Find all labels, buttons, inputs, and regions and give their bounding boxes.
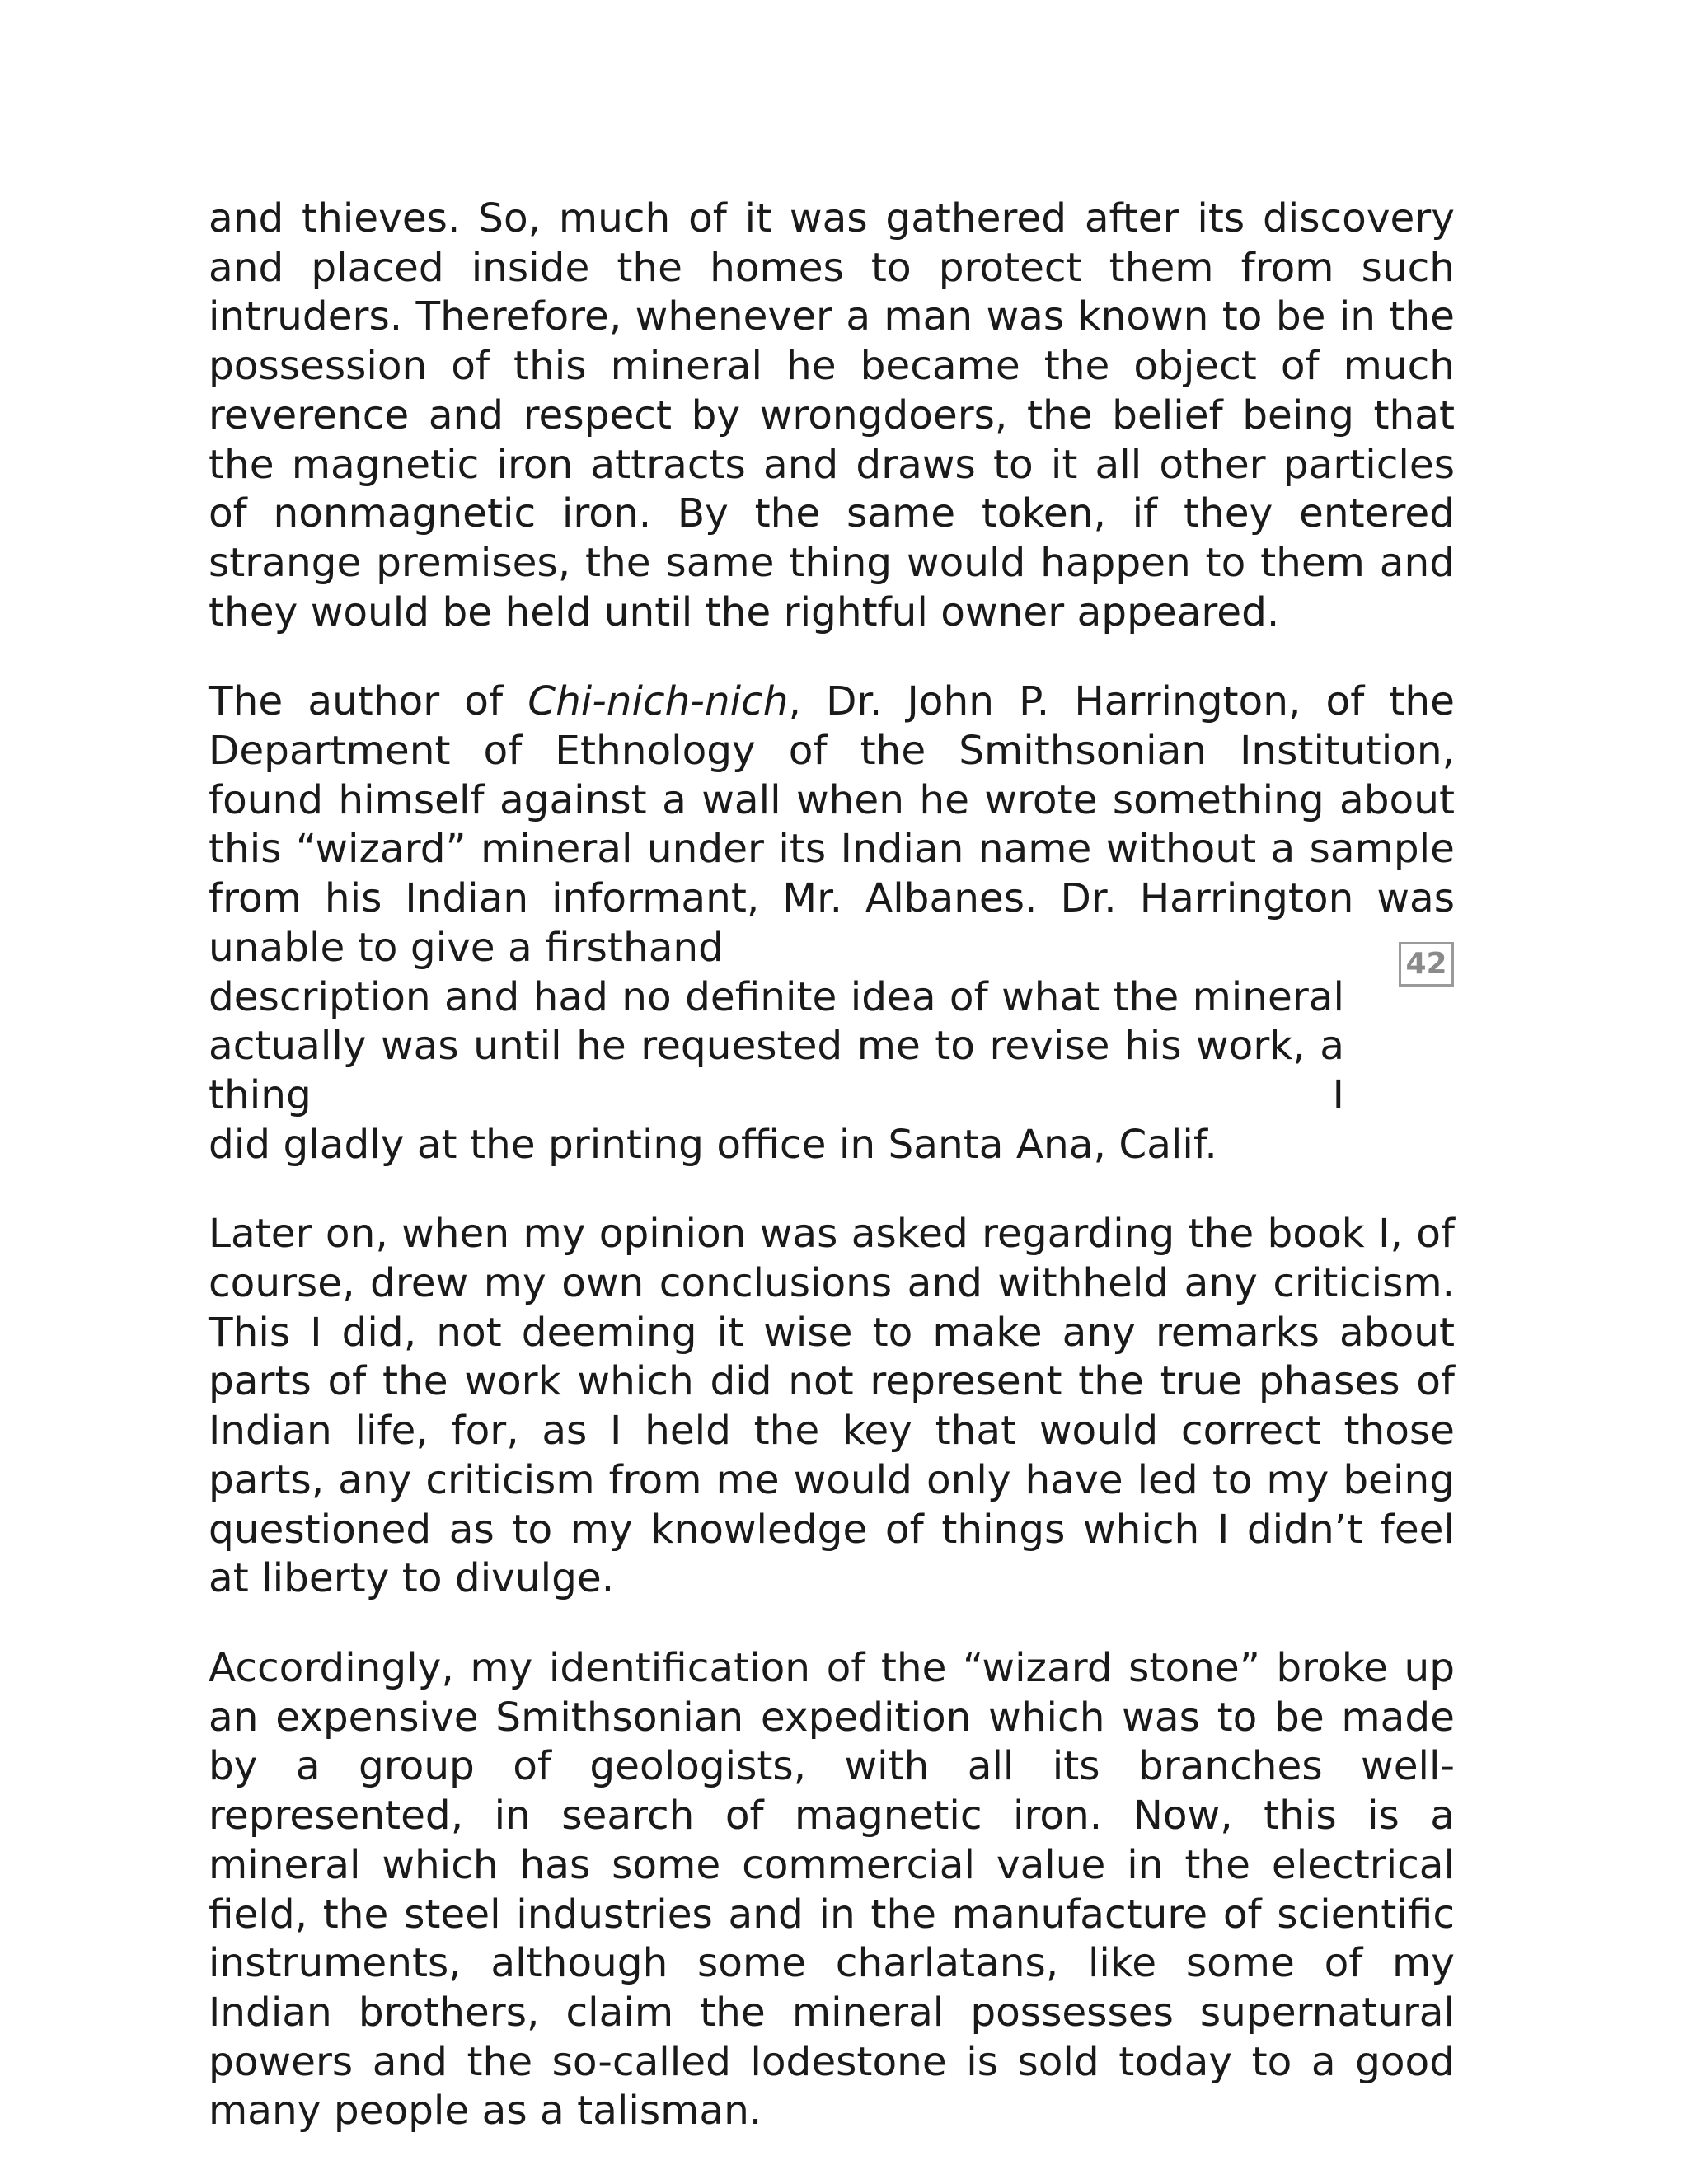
paragraph-2-narrow-line-1: description and had no definite idea of what the mineral — [209, 973, 1344, 1020]
paragraph-2-narrow-line-2: actually was until he requested me to revise his work, a thing I — [209, 1023, 1344, 1118]
paragraph-1: and thieves. So, much of it was gathered after its discovery and placed inside the homes to protect them from such intruders. Therefore, whenever a man was known to be in the possession of this mineral he became the object of much reverence and respect by wrongdoers, the belief being that the magnetic iron attracts and draws to it all other particles of nonmagnetic iron. By the same token, if they entered strange premises, the same thing would happen to them and they would be held until the rightful owner appeared. — [209, 195, 1455, 635]
body-text — [209, 194, 1455, 2136]
paragraph-2-start: The author of — [209, 678, 528, 725]
paragraph-4: Accordingly, my identification of the “wizard stone” broke up an expensive Smithsonian expedition which was to be made by a group of geologists, with all its branches well-represented, in search of magnetic iron. Now, this is a mineral which has some commercial value in the electrical field, the steel industries and in the manufacture of scientific instruments, although some charlatans, like some of my Indian brothers, claim the mineral possesses supernatural powers and the so-called lodestone is sold today to a good many people as a talisman. — [209, 1644, 1455, 2135]
paragraph-2-body: , Dr. John P. Harrington, of the Department of Ethnology of the Smithsonian Institution, found himself against a wall when he wrote something about this “wizard” mineral under its Indian name without a sample from his Indian informant, Mr. Albanes. Dr. Harrington was unable to give a firsthand — [209, 678, 1455, 971]
book-title: Chi-nich-nich — [528, 678, 789, 725]
paragraph-3: Later on, when my opinion was asked regarding the book I, of course, drew my own conclusions and withheld any criticism. This I did, not deeming it wise to make any remarks about parts of the work which did not represent the true phases of Indian life, for, as I held the key that would correct those parts, any criticism from me would only have led to my being questioned as to my knowledge of things which I didn’t feel at liberty to divulge. — [209, 1211, 1455, 1602]
paragraph-2-end: did gladly at the printing office in Santa Ana, Calif. — [209, 1121, 1217, 1168]
paragraph-2 — [209, 677, 1455, 1169]
page-number-badge: 42 — [1399, 942, 1454, 987]
